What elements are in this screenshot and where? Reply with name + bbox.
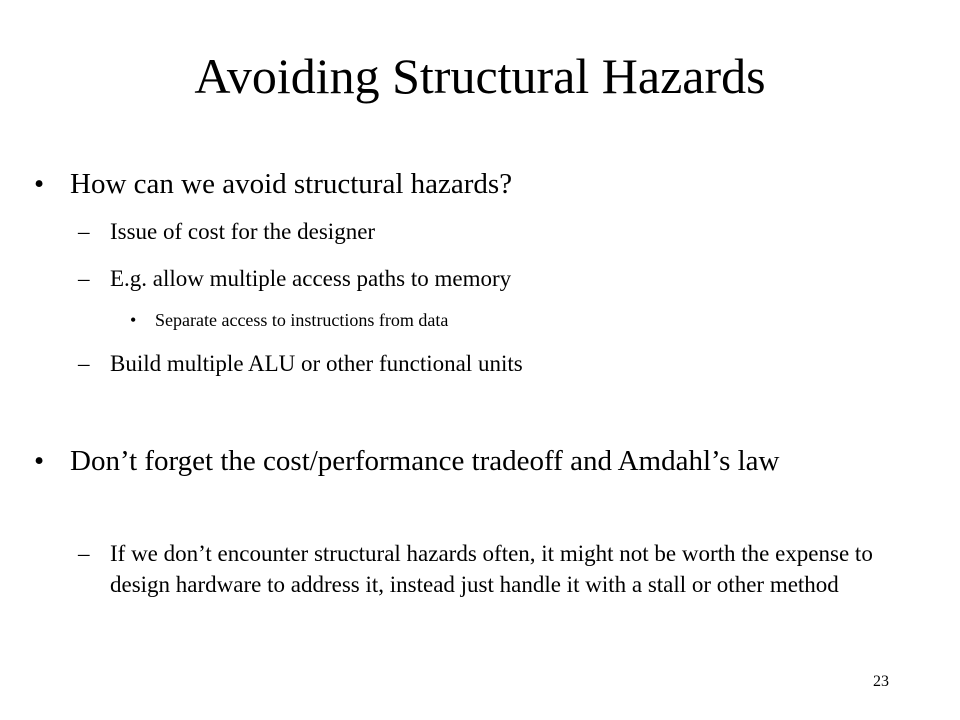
slide-title: Avoiding Structural Hazards bbox=[194, 48, 766, 104]
bullet-1-sub-1-text: Issue of cost for the designer bbox=[110, 219, 376, 244]
bullet-1-text: How can we avoid structural hazards? bbox=[70, 168, 513, 200]
bullet-1-sub-1-marker: – bbox=[78, 219, 90, 244]
bullet-2-text: Don’t forget the cost/performance tradeoff and Amdahl’s law bbox=[70, 445, 780, 477]
bullet-2-sub-1-marker: – bbox=[78, 541, 90, 566]
bullet-2-sub-1-text: If we don’t encounter structural hazards often, it might not be worth the expense to design hardware to address it, instead just handle it with a stall or other method bbox=[110, 541, 873, 597]
bullet-1-sub-3-marker: – bbox=[78, 351, 90, 376]
bullet-1-sub-2-sub-1-text: Separate access to instructions from data bbox=[155, 310, 449, 330]
bullet-1-sub-3-text: Build multiple ALU or other functional units bbox=[110, 351, 523, 376]
bullet-1-marker: • bbox=[34, 168, 45, 200]
bullet-1-sub-2-text: E.g. allow multiple access paths to memory bbox=[110, 266, 512, 291]
bullet-1-sub-2-marker: – bbox=[78, 266, 90, 291]
bullet-2-marker: • bbox=[34, 445, 45, 477]
page-number: 23 bbox=[873, 673, 889, 690]
bullet-1-sub-2-sub-1-marker: • bbox=[130, 310, 137, 330]
